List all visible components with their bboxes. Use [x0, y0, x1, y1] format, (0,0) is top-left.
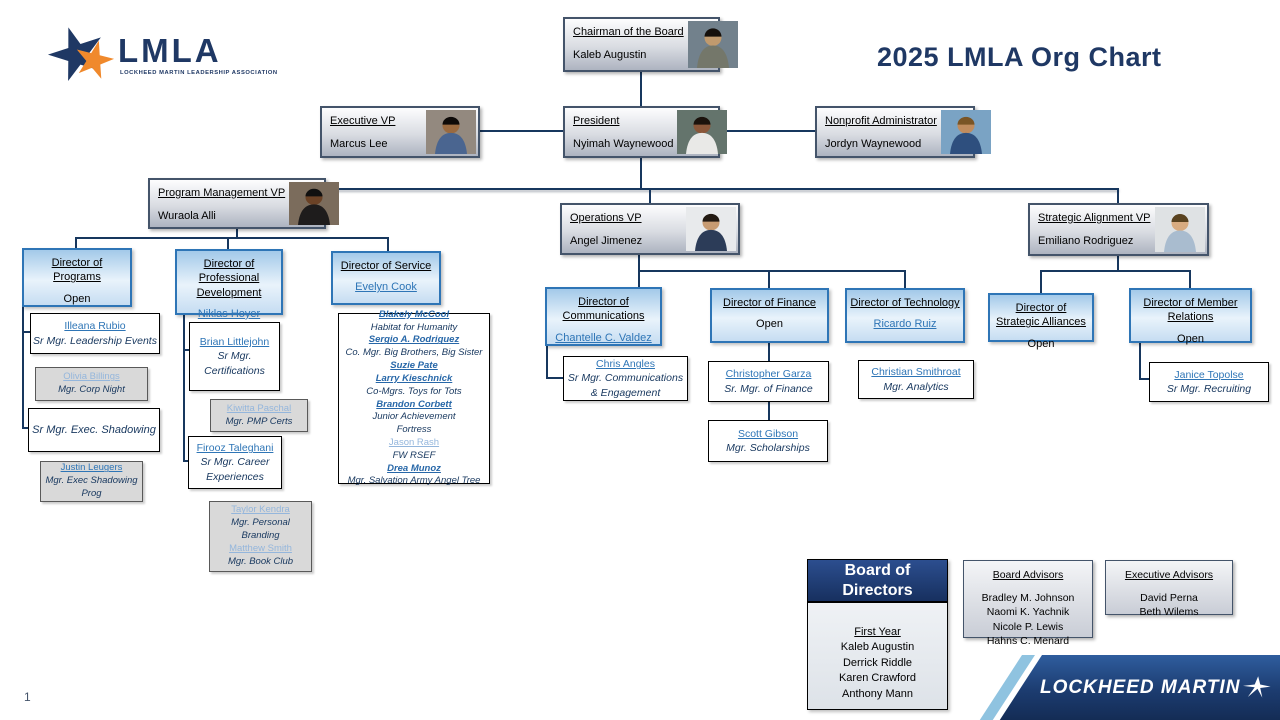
member-name: David Perna [1140, 592, 1198, 605]
staff-box-shadowing [28, 408, 160, 452]
person-link[interactable]: Olivia Billings [63, 371, 120, 383]
connector-line [768, 343, 770, 362]
role-text: Sr Mgr. Certifications [204, 350, 265, 377]
connector-line [387, 237, 389, 252]
connector-line [183, 315, 185, 462]
org-box-text [565, 108, 675, 156]
org-box-dir_tech [845, 288, 965, 343]
person-name[interactable]: Evelyn Cook [355, 281, 417, 294]
member-name: Beth Wilems [1139, 606, 1199, 619]
staff-box-garza [708, 361, 829, 402]
org-box-executive_vp [320, 106, 480, 158]
role-text: Mgr. Book Club [227, 555, 294, 567]
board-advisors-title: Board Advisors [992, 569, 1064, 581]
person-name: Emiliano Rodriguez [1038, 235, 1134, 247]
person-name: Jordyn Waynewood [825, 138, 922, 150]
person-link[interactable]: Larry Kieschnick [375, 372, 453, 384]
org-box-chairman [563, 17, 720, 72]
member-name: Nicole P. Lewis [992, 620, 1064, 633]
connector-line [720, 130, 815, 132]
person-name: Open [1177, 332, 1204, 345]
staff-box-janice [1149, 362, 1269, 402]
staff-box-service_team [338, 308, 490, 487]
role-title: Nonprofit Administrator [825, 115, 937, 127]
role-text: Mgr. Analytics [883, 380, 949, 393]
org-box-president [563, 106, 720, 158]
person-name: Open [756, 318, 783, 331]
role-title: Operations VP [570, 212, 642, 224]
connector-line [640, 158, 642, 190]
person-link[interactable]: Illeana Rubio [64, 320, 126, 333]
board-member-list [808, 640, 947, 702]
role-text: Sr Mgr. Communications & Engagement [567, 372, 684, 399]
executive-advisors-title: Executive Advisors [1124, 569, 1214, 581]
org-box-text [565, 19, 686, 70]
role-title: Director of Finance [723, 297, 816, 309]
board-of-directors-body [808, 603, 947, 702]
portrait-kaleb-augustin [688, 21, 738, 68]
role-text: Habitat for Humanity [370, 321, 458, 333]
member-name: Derrick Riddle [842, 656, 913, 669]
role-title: Director of Communications [562, 296, 645, 323]
org-box-program_mgmt_vp [148, 178, 326, 229]
person-link[interactable]: Christian Smithroat [871, 366, 961, 379]
page-title: 2025 LMLA Org Chart [877, 42, 1162, 72]
role-text: Mgr. Salvation Army Angel Tree [347, 475, 481, 487]
org-box-text [322, 108, 424, 156]
org-box-operations_vp [560, 203, 740, 255]
person-link[interactable]: Blakely McCool [378, 308, 450, 320]
staff-box-firooz [188, 436, 282, 489]
executive-advisors-list [1106, 591, 1232, 619]
person-link[interactable]: Matthew Smith [229, 542, 292, 554]
member-name: Naomi K. Yachnik [986, 606, 1070, 619]
portrait-emiliano-rodriguez [1155, 207, 1205, 252]
member-name: Kaleb Augustin [840, 641, 915, 654]
lmla-logo-tagline: LOCKHEED MARTIN LEADERSHIP ASSOCIATION [120, 70, 278, 76]
role-title: President [573, 115, 620, 127]
person-link[interactable]: Firooz Taleghani [196, 442, 274, 455]
role-title: Director of Member Relations [1143, 297, 1238, 324]
role-title: Chairman of the Board [573, 26, 684, 38]
org-box-dir_programs [22, 248, 132, 307]
role-title: Director of Technology [850, 297, 960, 309]
person-name: Angel Jimenez [570, 235, 643, 247]
connector-line [75, 237, 389, 239]
person-link[interactable]: Sergio A. Rodriguez [368, 334, 460, 346]
role-text: Sr Mgr. Recruiting [1166, 383, 1252, 395]
role-text: Mgr. PMP Certs [225, 415, 293, 427]
role-text: Fortress [396, 424, 432, 436]
connector-line [768, 402, 770, 421]
person-name[interactable]: Chantelle C. Valdez [555, 331, 652, 344]
role-text: Sr Mgr. Exec. Shadowing [32, 423, 156, 436]
member-name: Hahns C. Menard [986, 634, 1070, 647]
person-name: Open [63, 292, 91, 305]
board-of-directors-box [807, 559, 948, 710]
org-box-strategic_vp [1028, 203, 1209, 256]
org-box-text [1030, 205, 1153, 254]
staff-box-brian [189, 322, 280, 391]
person-link[interactable]: Christopher Garza [725, 368, 812, 381]
member-name: Karen Crawford [838, 672, 917, 685]
staff-box-justin [40, 461, 143, 502]
connector-line [1139, 343, 1141, 380]
person-link[interactable]: Taylor Kendra [231, 504, 290, 516]
person-link[interactable]: Chris Angles [596, 358, 655, 371]
lockheed-martin-logo [1040, 655, 1275, 720]
person-link[interactable]: Kiwitta Paschal [226, 402, 292, 414]
role-text: Co-Mgrs. Toys for Tots [366, 385, 462, 397]
portrait-marcus-lee [426, 110, 476, 154]
role-title: Program Management VP [158, 187, 286, 199]
org-box-nonprofit_admin [815, 106, 975, 158]
staff-box-illeana [30, 313, 160, 354]
staff-box-scott [708, 420, 828, 462]
role-text: FW RSEF [392, 449, 436, 461]
org-box-dir_comms [545, 287, 662, 346]
board-advisors-list [964, 591, 1092, 648]
connector-line [638, 270, 906, 272]
role-text: Co. Mgr. Big Brothers, Big Sister [345, 347, 483, 359]
board-of-directors-header: Board of Directors [808, 560, 947, 603]
role-title: Executive VP [330, 115, 396, 127]
connector-line [546, 377, 564, 379]
person-link[interactable]: Janice Topolse [1174, 368, 1244, 381]
role-title: Director of Strategic Alliances [996, 302, 1086, 329]
executive-advisors-box [1105, 560, 1233, 619]
role-title: Strategic Alignment VP [1038, 212, 1151, 224]
connector-line [1040, 270, 1191, 272]
connector-line [904, 270, 906, 289]
person-name[interactable]: Niklas Hoyer [197, 307, 261, 320]
person-link[interactable]: Scott Gibson [737, 427, 799, 440]
portrait-wuraola-alli [289, 182, 339, 225]
connector-line [546, 346, 548, 379]
connector-line [768, 270, 770, 289]
org-box-dir_alliances [988, 293, 1094, 350]
person-link[interactable]: Jason Rash [388, 436, 440, 448]
person-name: Marcus Lee [330, 138, 388, 150]
staff-box-smithroat [858, 360, 974, 399]
org-box-dir_service [331, 251, 441, 305]
lmla-logo [48, 26, 278, 82]
person-link[interactable]: Justin Leugers [60, 462, 123, 474]
role-title: Director of Professional Development [196, 258, 262, 299]
org-box-dir_prof_dev [175, 249, 283, 320]
connector-line [22, 307, 24, 429]
person-link[interactable]: Brandon Corbett [376, 398, 452, 410]
staff-box-kiwitta [210, 399, 308, 432]
page-number: 1 [24, 690, 31, 704]
role-text: Sr Mgr. Leadership Events [33, 334, 157, 347]
person-link[interactable]: Suzie Pate [390, 360, 438, 372]
lockheed-martin-star-icon [1243, 673, 1271, 703]
staff-box-olivia [35, 367, 148, 401]
board-term-label: First Year [854, 626, 901, 638]
staff-box-taylor_matthew [209, 501, 312, 572]
role-text: Mgr. Scholarships [726, 442, 810, 454]
connector-line [1189, 270, 1191, 289]
person-link[interactable]: Brian Littlejohn [199, 336, 270, 349]
role-text: Mgr. Personal Branding [231, 517, 290, 542]
lockheed-martin-wordmark: LOCKHEED MARTIN [1040, 676, 1241, 698]
member-name: Anthony Mann [842, 687, 913, 700]
role-text: Junior Achievement [372, 411, 456, 423]
connector-line [640, 72, 642, 106]
portrait-angel-jimenez [686, 207, 736, 251]
connector-line [1117, 188, 1119, 204]
person-name: Wuraola Alli [158, 210, 216, 222]
portrait-nyimah-waynewood [677, 110, 727, 154]
board-advisors-box [963, 560, 1093, 647]
role-title: Director of Service [340, 260, 432, 272]
role-title: Director of Programs [51, 257, 103, 284]
role-text: Sr Mgr. Career Experiences [200, 456, 270, 483]
portrait-jordyn-waynewood [941, 110, 991, 154]
connector-line [649, 188, 651, 204]
role-text: Sr. Mgr. of Finance [724, 382, 813, 395]
role-text: Mgr. Corp Night [58, 384, 125, 395]
org-box-dir_member [1129, 288, 1252, 343]
person-name: Kaleb Augustin [573, 49, 647, 61]
person-name[interactable]: Ricardo Ruiz [873, 318, 937, 331]
connector-line [480, 130, 563, 132]
lmla-star-navy-icon [41, 18, 113, 89]
org-box-text [562, 205, 684, 253]
person-name: Nyimah Waynewood [573, 138, 674, 150]
staff-box-chris [563, 356, 688, 401]
person-name: Open [1027, 337, 1055, 350]
lmla-logo-text: LMLA [118, 32, 222, 69]
member-name: Bradley M. Johnson [981, 592, 1075, 605]
person-link[interactable]: Drea Munoz [387, 462, 441, 474]
org-box-dir_finance [710, 288, 829, 343]
connector-line [1040, 270, 1042, 294]
role-text: Mgr. Exec Shadowing Prog [45, 475, 138, 499]
connector-line [324, 188, 1119, 190]
org-box-text [817, 108, 939, 156]
org-box-text [150, 180, 287, 227]
